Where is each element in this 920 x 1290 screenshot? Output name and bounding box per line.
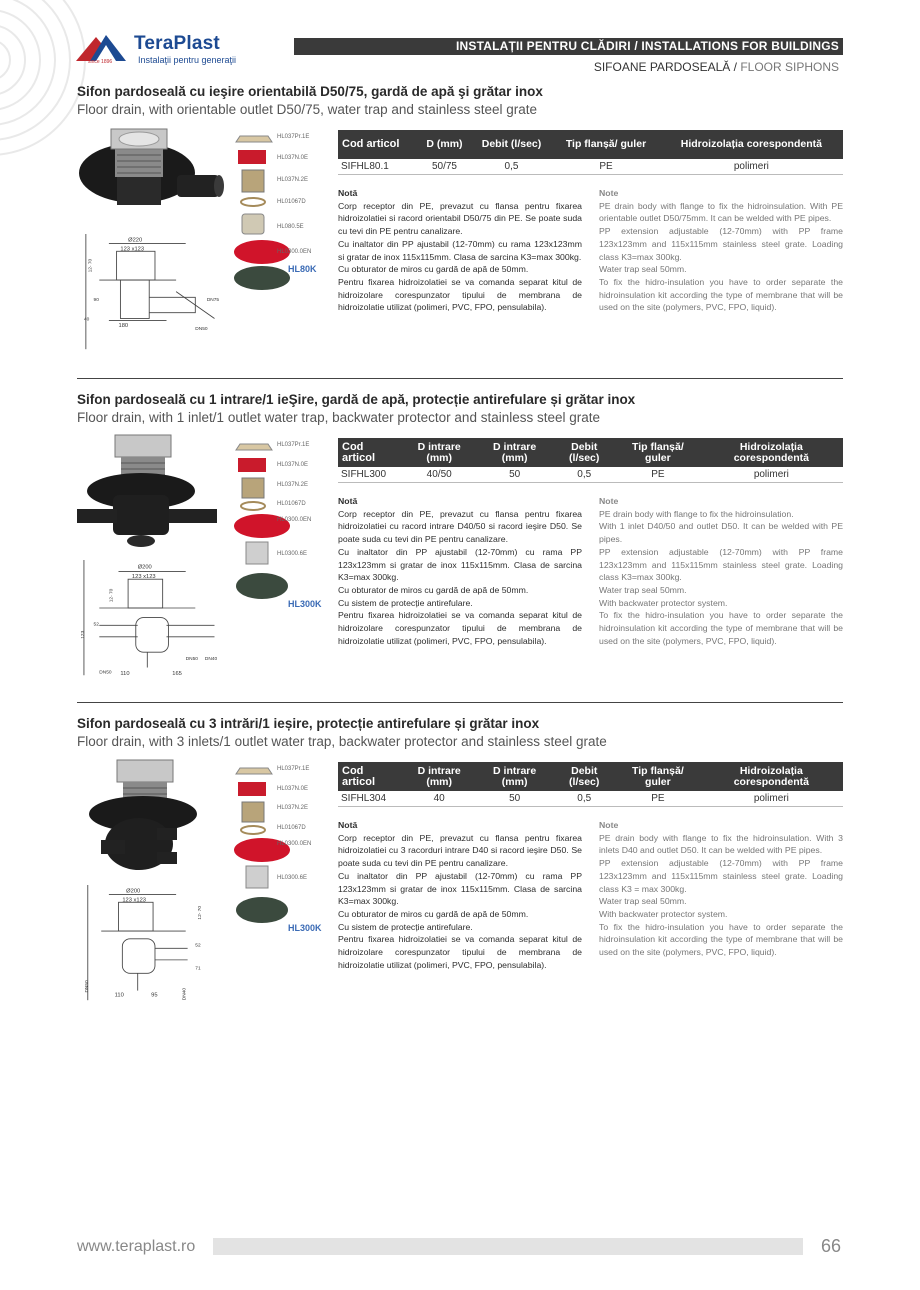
note-paragraph: Cu inaltator din PP ajustabil (12-70mm) cu rama 123x123mm si gratar de inox 115x115mm. Clasa de sarcina K3=max 300kg.	[338, 238, 582, 262]
spec-table	[338, 762, 843, 807]
logo-brand-name: TeraPlast	[134, 33, 220, 54]
svg-text:Ø200: Ø200	[137, 564, 152, 571]
part-label: HL037Pr.1E	[277, 766, 310, 772]
note-paragraph: Cu inaltator din PP ajustabil (12-70mm) cu rama PP 123x123mm si gratar de inox 115x115mm. Clasa de sarcina K3=max 300kg.	[338, 546, 582, 583]
section-title-en: Floor drain, with orientable outlet D50/75, water trap and stainless steel grate	[77, 102, 538, 117]
col-header: Hidroizolația corespondentă	[700, 762, 843, 791]
cell: 50	[477, 791, 552, 806]
col-header: Tip flanșă/ guler	[616, 438, 700, 467]
col-header: Hidroizolația corespondentă	[660, 130, 843, 159]
part-label: HL037N.2E	[277, 805, 309, 811]
note-paragraph: Pentru fixarea hidroizolatiei se va comanda separat kitul de hidroizolare corespunzator tipului de membrana de hidroizolatie utilizat (polimeri, PVC, FPO, pensulabila).	[338, 610, 582, 646]
part-label: HL0300.0EN	[277, 249, 312, 255]
svg-text:71: 71	[195, 966, 201, 972]
svg-text:180: 180	[118, 323, 129, 330]
note-paragraph: Water trap seal 50mm.	[599, 264, 687, 275]
note-title: Note	[599, 496, 619, 506]
svg-text:12- 70: 12- 70	[198, 905, 204, 920]
part-label: HL037N.2E	[277, 177, 309, 183]
note-en	[599, 495, 843, 647]
svg-text:123 x123: 123 x123	[122, 897, 147, 904]
kit-label: HL300K	[288, 599, 322, 609]
cell: SIFHL304	[338, 791, 401, 806]
note-title: Notă	[338, 496, 358, 506]
note-paragraph: Water trap seal 50mm.	[599, 584, 687, 595]
note-paragraph: Cu obturator de miros cu gardă de apă de 50mm.	[338, 584, 529, 595]
subcategory-en: FLOOR SIPHONS	[740, 60, 839, 74]
svg-text:52: 52	[93, 622, 99, 628]
svg-text:165: 165	[172, 671, 182, 678]
note-ro	[338, 187, 582, 314]
cell: PE	[616, 467, 700, 482]
technical-drawing	[77, 234, 232, 354]
brand-logo	[76, 33, 246, 69]
part-label: HL01067D	[277, 501, 306, 507]
svg-text:DN40: DN40	[182, 987, 188, 1001]
part-label: HL037N.2E	[277, 482, 309, 488]
cell: PE	[552, 159, 659, 174]
cell: polimeri	[660, 159, 843, 174]
part-label: HL0300.0EN	[277, 517, 312, 523]
svg-text:DN50: DN50	[185, 656, 198, 662]
note-paragraph: Water trap seal 50mm.	[599, 896, 687, 907]
part-label: HL0300.0EN	[277, 841, 312, 847]
col-header: Tip flanșă/ guler	[552, 130, 659, 159]
note-ro	[338, 495, 582, 647]
cell: polimeri	[700, 467, 843, 482]
spec-table	[338, 438, 843, 483]
svg-text:123 x123: 123 x123	[120, 246, 145, 253]
svg-text:95: 95	[151, 992, 158, 999]
note-paragraph: Cu sistem de protecție antirefulare.	[338, 921, 473, 932]
note-title: Note	[599, 188, 619, 198]
note-paragraph: With 1 inlet D40/50 and outlet D50. It can be welded with PE pipes.	[599, 521, 843, 545]
cell: 40/50	[401, 467, 476, 482]
note-paragraph: Corp receptor din PE, prevazut cu flansa pentru fixarea hidroizolatiei si racord orientabil D50/75 din PE. Se poate suda cu tevi din PE pentru canalizare.	[338, 200, 582, 237]
cell: 50/75	[418, 159, 470, 174]
section-divider	[77, 702, 843, 703]
note-title: Notă	[338, 188, 358, 198]
note-paragraph: PE drain body with flange to fix the hidroinsulation. With 3 inlets D40 and outlet D50. It can be welded with PE pipes.	[599, 832, 843, 856]
part-label: HL037Pr.1E	[277, 442, 310, 448]
note-paragraph: PP extension adjustable (12-70mm) with PP frame 123x123mm and 115x115mm stainless steel grate. Loading class K3=max 300kg.	[599, 546, 843, 583]
svg-text:123 x123: 123 x123	[131, 574, 156, 581]
svg-text:12- 70: 12- 70	[88, 258, 94, 273]
category-bar: INSTALAȚII PENTRU CLĂDIRI / INSTALLATIONS FOR BUILDINGS	[294, 38, 843, 55]
note-en	[599, 819, 843, 959]
spec-table	[338, 130, 843, 175]
website-link[interactable]: www.teraplast.ro	[77, 1238, 196, 1255]
note-title: Notă	[338, 820, 358, 830]
col-header: Hidroizolația corespondentă	[700, 438, 843, 467]
note-paragraph: Corp receptor din PE, prevazut cu flansa pentru fixarea hidroizolatiei cu 3 racorduri intrare D40 si racord ieşire D50. Se poate suda cu tevi din PE pentru canalizare.	[338, 832, 582, 869]
kit-label: HL80K	[288, 264, 317, 274]
cell: SIFHL300	[338, 467, 401, 482]
product-photo	[77, 125, 227, 240]
section-title-ro: Sifon pardoseală cu 1 intrare/1 ieŞire, gardă de apă, protecție antirefulare și grătar inox	[77, 392, 636, 407]
note-paragraph: PE drain body with flange to fix the hidroinsulation. With PE orientable outlet D50/75mm. It can be welded with PE pipes.	[599, 200, 843, 224]
cell: 0,5	[471, 159, 553, 174]
col-header: D intrare (mm)	[401, 438, 476, 467]
note-paragraph: To fix the hidro-insulation you have to order separate the hidroinsulation kit according the type of membrane that will be used on the site (polymers, PVC, FPO, liquid).	[599, 921, 843, 958]
col-header: D intrare (mm)	[477, 762, 552, 791]
cell: 40	[401, 791, 476, 806]
kit-label: HL300K	[288, 923, 322, 933]
product-photo	[77, 758, 227, 873]
svg-text:DN50: DN50	[99, 670, 112, 676]
note-paragraph: Cu inaltator din PP ajustabil (12-70mm) cu rama PP 123x123mm si gratar de inox 115x115mm. Clasa de sarcina K3=max 300kg.	[338, 870, 582, 907]
part-label: HL0300.6E	[277, 875, 308, 881]
part-label: HL037Pr.1E	[277, 134, 310, 140]
note-paragraph: PP extension adjustable (12-70mm) with PP frame 123x123mm and 115x115mm stainless steel grate. Loading class K3 = max 300kg.	[599, 858, 843, 894]
note-en	[599, 187, 843, 314]
svg-text:Ø220: Ø220	[128, 237, 143, 244]
cell: SIFHL80.1	[338, 159, 418, 174]
part-label: HL0300.6E	[277, 551, 308, 557]
part-label: HL037N.0E	[277, 462, 309, 468]
note-paragraph: With backwater protector system.	[599, 908, 728, 919]
col-header: D intrare (mm)	[401, 762, 476, 791]
note-paragraph: To fix the hidro-insulation you have to order separate the hidroinsulation kit according the type of membrane that will be used on the site (polymers, PVC, FPO, liquid).	[599, 276, 843, 313]
section-title-en: Floor drain, with 3 inlets/1 outlet water trap, backwater protector and stainless steel grate	[77, 734, 607, 749]
svg-text:123: 123	[80, 630, 86, 639]
cell: 0,5	[552, 467, 616, 482]
note-paragraph: Cu obturator de miros cu gardă de apă de 50mm.	[338, 264, 529, 275]
subcategory-ro: SIFOANE PARDOSEALĂ	[593, 60, 731, 74]
note-paragraph: Cu obturator de miros cu gardă de apă de 50mm.	[338, 908, 529, 919]
part-label: HL080.5E	[277, 224, 304, 230]
technical-drawing	[77, 560, 232, 680]
svg-text:DN50: DN50	[195, 327, 208, 332]
part-label: HL037N.0E	[277, 786, 309, 792]
col-header: Debit (l/sec)	[552, 762, 616, 791]
logo-since: since 1896	[88, 59, 113, 65]
cell: polimeri	[700, 791, 843, 806]
note-paragraph: With backwater protector system.	[599, 597, 728, 608]
section-title-en: Floor drain, with 1 inlet/1 outlet water trap, backwater protector and stainless steel grate	[77, 410, 601, 425]
note-paragraph: Pentru fixarea hidroizolatiei se va comanda separat kitul de hidroizolare corespunzator tipului de membrana de hidroizolatie utilizat (polimeri, PVC, FPO, pensulabila).	[338, 276, 582, 313]
subcategory-separator: /	[730, 60, 741, 74]
svg-text:40: 40	[83, 317, 90, 323]
cell: 0,5	[552, 791, 616, 806]
footer-bar	[213, 1238, 803, 1255]
page-number: 66	[821, 1236, 842, 1256]
col-header: Cod articol	[338, 438, 401, 467]
col-header: Debit (l/sec)	[552, 438, 616, 467]
svg-text:Ø200: Ø200	[126, 888, 141, 895]
subcategory	[594, 60, 839, 74]
note-paragraph: Cu sistem de protecție antirefulare.	[338, 597, 473, 608]
svg-text:DN50: DN50	[84, 980, 90, 993]
note-paragraph: Pentru fixarea hidroizolatiei se va comanda separat kitul de hidroizolare corespunzator tipului de membrana de hidroizolatie utilizat (polimeri, PVC, FPO, pensulabila).	[338, 934, 582, 970]
col-header: Tip flanșă/ guler	[616, 762, 700, 791]
col-header: Cod articol	[338, 130, 418, 159]
section-title-ro: Sifon pardoseală cu 3 intrări/1 ieșire, protecție antirefulare și grătar inox	[77, 716, 540, 731]
technical-drawing	[77, 885, 232, 1005]
svg-text:DN40: DN40	[204, 656, 218, 662]
note-title: Note	[599, 820, 619, 830]
note-paragraph: Corp receptor din PE, prevazut cu flansa pentru fixarea hidroizolatiei cu racord intrare D40/50 si racord ieşire D50. Se poate suda cu tevi din PE pentru canalizare.	[338, 508, 582, 545]
cell: 50	[477, 467, 552, 482]
note-paragraph: PE drain body with flange to fix the hidroinsulation.	[599, 508, 794, 519]
note-paragraph: PP extension adjustable (12-70mm) with PP frame 123x123mm and 115x115mm stainless steel grate. Loading class K3=max 300kg.	[599, 226, 843, 262]
table-row	[338, 467, 843, 482]
part-label: HL01067D	[277, 825, 306, 831]
col-header: Cod articol	[338, 762, 401, 791]
svg-text:12- 70: 12- 70	[109, 588, 115, 603]
svg-text:52: 52	[195, 943, 201, 949]
col-header: D intrare (mm)	[477, 438, 552, 467]
svg-text:110: 110	[120, 671, 130, 678]
svg-text:110: 110	[114, 992, 124, 999]
col-header: D (mm)	[418, 130, 470, 159]
cell: PE	[616, 791, 700, 806]
section-title-ro: Sifon pardoseală cu ieşire orientabilă D50/75, gardă de apă şi grătar inox	[77, 84, 543, 99]
part-label: HL037N.0E	[277, 155, 309, 161]
table-row	[338, 791, 843, 806]
product-photo	[77, 433, 227, 548]
note-paragraph: To fix the hidro-insulation you have to order separate the hidroinsulation kit according the type of membrane that will be used on the site (polymers, PVC, FPO, liquid).	[599, 610, 843, 646]
col-header: Debit (l/sec)	[471, 130, 553, 159]
svg-text:DN75: DN75	[206, 298, 220, 304]
logo-tagline: Instalaţii pentru generaţii	[138, 55, 237, 65]
note-ro	[338, 819, 582, 971]
section-divider	[77, 378, 843, 379]
svg-text:90: 90	[93, 298, 99, 304]
table-row	[338, 159, 843, 174]
part-label: HL01067D	[277, 199, 306, 205]
